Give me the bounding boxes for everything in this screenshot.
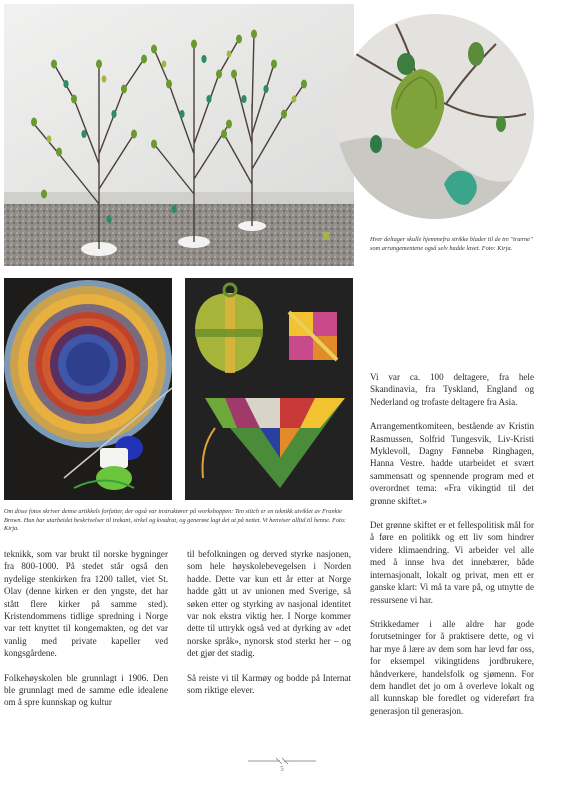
col2-paragraph-2: Så reiste vi til Karmøy og bodde på Internat som riktige elever.: [187, 672, 351, 696]
circle-illustration: [4, 278, 172, 500]
photo-leaf-closeup: [336, 14, 534, 219]
trees-illustration: [4, 4, 354, 266]
page-number: 5: [280, 765, 284, 773]
col2-paragraph-1: til befolkningen og derved styrke nasjonen, som hele høyskolebevegelsen i Norden hadde. Dette var kun ett år etter at Norge hadde gått ut av unionen med Sverige, så søken etter og styrking av nasjonal identitet var nok ekstra viktig her. I Norge kommer dette til uttrykk også ved at dyrking av «det norske språk», nynorsk stod sterkt her – og det gjør det stadig.: [187, 549, 351, 659]
col3-paragraph-4: Strikkedamer i alle aldre har gode forutsetninger for å praktisere dette, og vi har mye å lære av dem som har levd før oss, for eksempel vikingtidens jordbrukere, håndverkere, handelsfolk og sjømenn. For dem handlet det jo om å overleve lokalt og all kunnskap ble foredlet og videreført fra generasjon til generasjon.: [370, 618, 534, 716]
folio-ornament: [246, 757, 318, 765]
leaf-closeup-illustration: [336, 14, 534, 219]
caption-workshop: Om disse fotos skriver denne artikkels forfatter, der også var instruktører på workshoppen: Ten stitch er en teknikk utviklet av Frankie Brown. Hun har utarbeidet beskrivelser til trekant, sirkel og kvadrat, og generøst lagt det ut på nettet. Vi henviser alltid til henne. Foto: Kirja.: [4, 508, 347, 533]
column-1: [4, 548, 168, 709]
photo-ten-stitch-shapes: [185, 278, 353, 500]
shapes-illustration: [185, 278, 353, 500]
col1-paragraph-1: teknikk, som var brukt til norske bygninger fra 800-1000. På stedet står også den nydelige stenkirken fra 1200 tallet, viet St. Olav (denne kirken er den yngste, det har stått flere kirker på samme sted). Kristendommens tidlige spredning i Norge var tett knyttet til kongemakten, og det var vanlig med private kapeller ved kongsgårdene.: [4, 549, 168, 659]
col1-paragraph-2: Folkehøyskolen ble grunnlagt i 1906. Den ble grunnlagt med de samme edle idealene om å spre kunnskap og kultur: [4, 672, 168, 708]
col3-paragraph-3: Det grønne skiftet er et fellespolitisk mål for å føre en politikk og ett liv som hindrer videre klimaendring. Vi arbeider vel alle med å innse hva det innebærer, både internasjonalt, lokalt og privat, men ett er ganske klart: Vi må ta vare på, og utnytte de ressursene vi har.: [370, 520, 534, 605]
col3-paragraph-1: Vi var ca. 100 deltagere, fra hele Skandinavia, fra Tyskland, England og Nederland og trofaste deltagere fra Asia.: [370, 372, 534, 407]
column-2: [187, 548, 351, 696]
caption-trees: Hver deltager skulle hjemmefra strikke blader til de tre "trærne" som arrangementene også selv hadde lavet. Foto: Kirja.: [370, 236, 533, 252]
col3-paragraph-2: Arrangementkomiteen, bestående av Kristin Rasmussen, Solfrid Tungesvik, Liv-Kristi Myklevoll, Dagny Fønnebø Ringhagen, Hanna Vestre. hadde utarbeidet et svært sammensatt og spennende program med et overordnet tema: «Fra vikingtid til det grønne skiftet.»: [370, 421, 534, 506]
column-3: [370, 371, 534, 717]
photo-knitted-trees: [4, 4, 354, 266]
photo-ten-stitch-circle: [4, 278, 172, 500]
